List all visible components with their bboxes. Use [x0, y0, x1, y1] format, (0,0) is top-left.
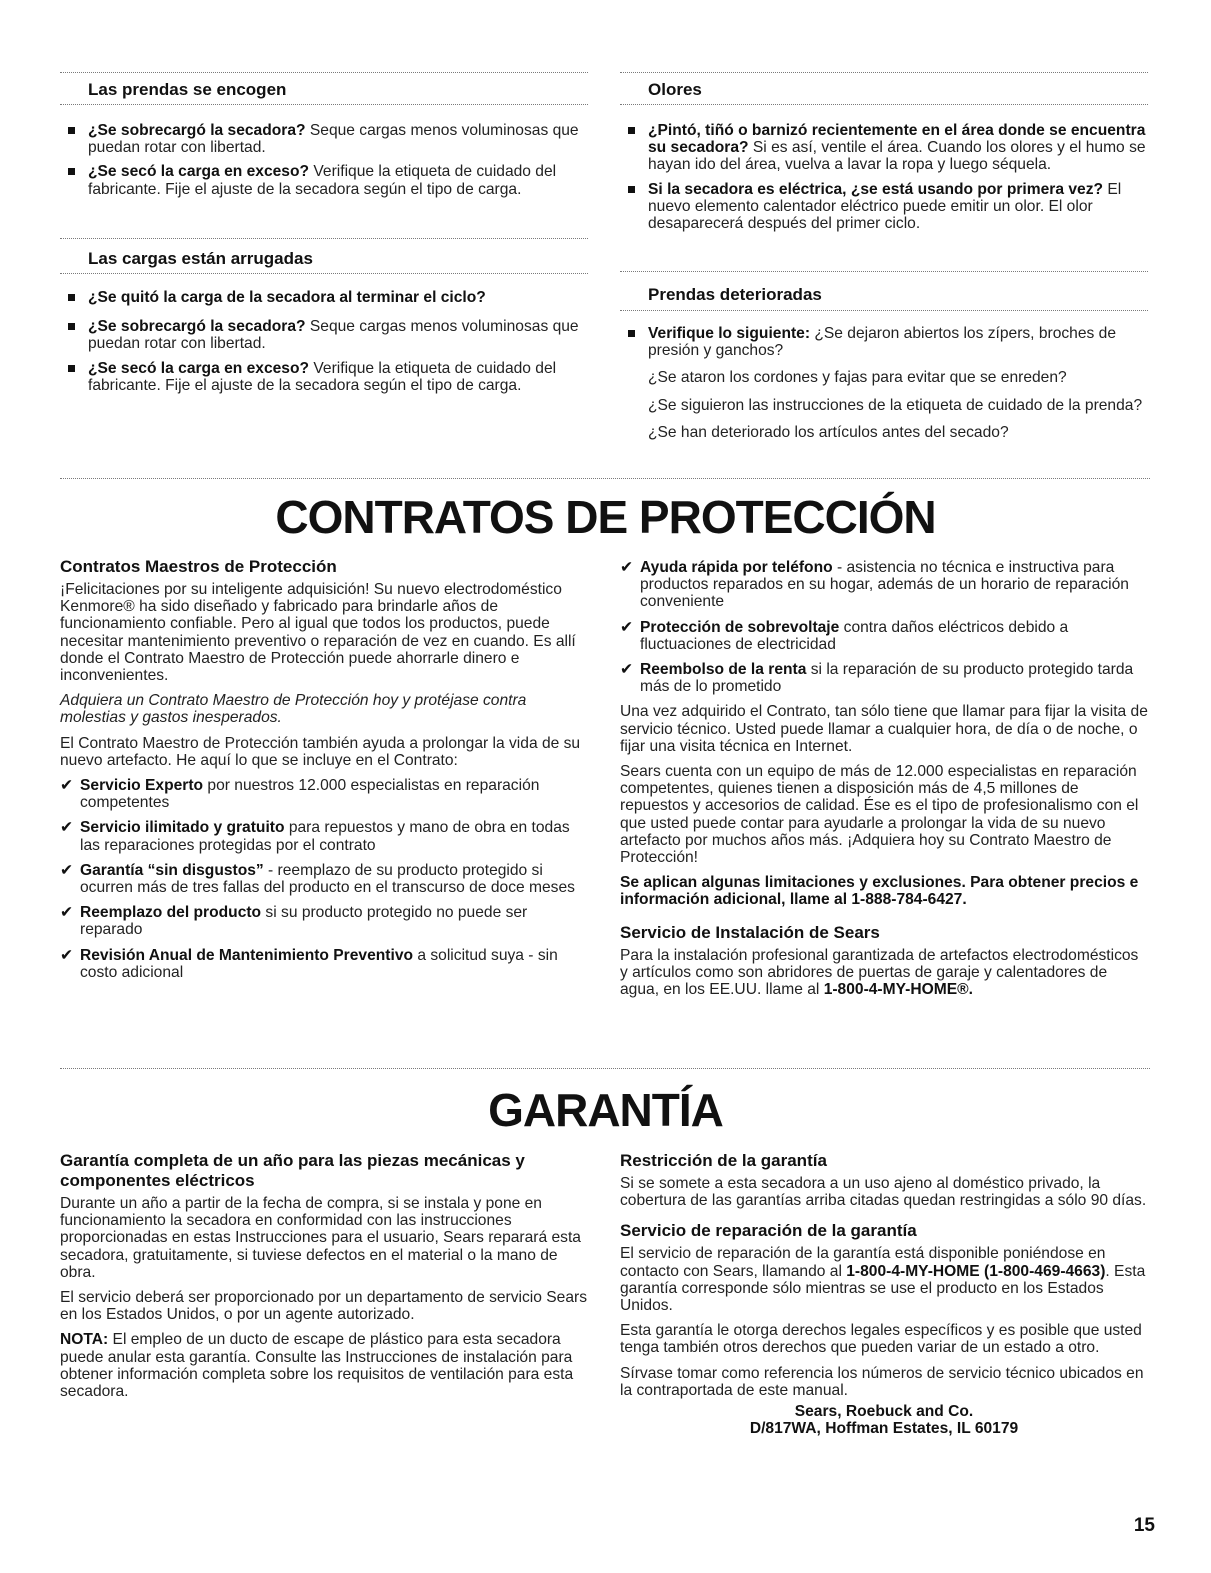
paragraph: Si se somete a esta secadora a un uso ajeno al doméstico privado, la cobertura de las garantías arriba citadas quedan restringidas a sólo 90 días.: [620, 1175, 1147, 1210]
list-item: ¿Se sobrecargó la secadora? Seque cargas menos voluminosas que puedan rotar con libertad.: [64, 122, 584, 156]
divider: [60, 72, 588, 73]
divider: [60, 1068, 1150, 1069]
list-item: ✔ Servicio Experto por nuestros 12.000 especialistas en reparación competentes: [60, 777, 540, 812]
list-item: ¿Se secó la carga en exceso? Verifique la etiqueta de cuidado del fabricante. Fije el ajuste de la secadora según el tipo de carga.: [64, 360, 584, 394]
section-heading-repair: Servicio de reparación de la garantía: [620, 1221, 917, 1241]
odors-list: [624, 122, 1146, 239]
paragraph: Sírvase tomar como referencia los números de servicio técnico ubicados en la contraportada de este manual.: [620, 1364, 1144, 1399]
warranty-right-column: [620, 1151, 1148, 1437]
list-item: ¿Pintó, tiñó o barnizó recientemente en el área donde se encuentra su secadora? Si es así, ventile el área. Cuando los olores y el humo se hayan ido del área, vuelva a lavar la ropa y luego séquela.: [624, 122, 1146, 174]
page-title-warranty: GARANTÍA: [488, 1084, 723, 1136]
divider: [60, 273, 588, 274]
bullet-icon: [68, 365, 75, 372]
list-item: ¿Se quitó la carga de la secadora al terminar el ciclo?: [64, 289, 584, 306]
divider: [620, 104, 1148, 105]
bullet-icon: [628, 186, 635, 193]
paragraph: Para la instalación profesional garantizada de artefactos electrodomésticos y artículos como son abridores de puertas de garaje y calentadores de agua, en los EE.UU. llame al 1-800-4-MY-HOME®.: [620, 946, 1139, 999]
paragraph: NOTA: El empleo de un ducto de escape de plástico para esta secadora puede anular esta garantía. Consulte las Instrucciones de instalación para obtener información completa sobre los requisitos de ventilación para esta secadora.: [60, 1331, 574, 1401]
list-item: ✔ Protección de sobrevoltaje contra daños eléctricos debido a fluctuaciones de electricidad: [620, 618, 1069, 653]
bullet-icon: [68, 323, 75, 330]
paragraph: El servicio de reparación de la garantía está disponible poniéndose en contacto con Sears, llamando al 1-800-4-MY-HOME (1-800-469-4663). Esta garantía corresponde sólo mientras se use el producto en los Estados Unidos.: [620, 1245, 1146, 1315]
section-heading-master: Contratos Maestros de Protección: [60, 557, 337, 576]
wrinkled-list: [64, 289, 584, 401]
list-item: ✔ Revisión Anual de Mantenimiento Preventivo a solicitud suya - sin costo adicional: [60, 946, 558, 981]
page-number: 15: [1133, 1515, 1155, 1536]
divider: [620, 310, 1148, 311]
list-item: ✔ Reemplazo del producto si su producto protegido no puede ser reparado: [60, 904, 528, 939]
divider: [620, 72, 1148, 73]
paragraph: Adquiera un Contrato Maestro de Protección hoy y protéjase contra molestias y gastos inesperados.: [60, 692, 527, 727]
paragraph: ¡Felicitaciones por su inteligente adquisición! Su nuevo electrodoméstico Kenmore® ha sido diseñado y fabricado para brindarle años de funcionamiento confiable. Pero al igual que todos los productos, puede necesitar mantenimiento preventivo o reparación de vez en cuando. Es allí donde el Contrato Maestro de Protección puede ahorrarle dinero e inconvenientes.: [60, 581, 576, 685]
check-icon: ✔: [60, 819, 74, 837]
divider: [620, 271, 1148, 272]
bullet-icon: [68, 294, 75, 301]
damaged-extra: ¿Se han deteriorado los artículos antes del secado?: [648, 423, 1009, 441]
section-heading-wrinkled: Las cargas están arrugadas: [88, 249, 313, 268]
paragraph-bold: Se aplican algunas limitaciones y exclusiones. Para obtener precios e información adicional, llame al 1-888-784-6427.: [620, 874, 1139, 909]
list-item: ✔ Servicio ilimitado y gratuito para repuestos y mano de obra en todas las reparaciones protegidas por el contrato: [60, 819, 570, 854]
contracts-right-column: [620, 559, 1148, 1006]
check-icon: ✔: [620, 618, 634, 636]
section-heading-install: Servicio de Instalación de Sears: [620, 922, 880, 942]
bullet-icon: [628, 127, 635, 134]
company-address: D/817WA, Hoffman Estates, IL 60179: [749, 1420, 1019, 1438]
list-item: Verifique lo siguiente: ¿Se dejaron abiertos los zípers, broches de presión y ganchos?: [624, 325, 1146, 359]
check-icon: ✔: [620, 559, 634, 576]
section-heading-full-warranty: Garantía completa de un año para las piezas mecánicas y componentes eléctricos: [60, 1151, 525, 1190]
paragraph: Una vez adquirido el Contrato, tan sólo tiene que llamar para fijar la visita de servicio técnico. Usted puede llamar a cualquier hora, de día o de noche, o fijar una visita técnica en Internet.: [620, 703, 1148, 755]
section-heading-restriction: Restricción de la garantía: [620, 1151, 827, 1170]
check-icon: ✔: [60, 904, 74, 922]
list-item: ✔ Reembolso de la renta si la reparación de su producto protegido tarda más de lo prometido: [620, 661, 1134, 696]
warranty-left-column: [60, 1151, 588, 1408]
damaged-list: [624, 325, 1146, 449]
divider: [60, 478, 1150, 479]
check-icon: ✔: [60, 946, 74, 964]
section-heading-damaged: Prendas deterioradas: [648, 285, 822, 304]
list-item: ✔ Ayuda rápida por teléfono - asistencia no técnica e instructiva para productos reparados en su hogar, además de un horario de reparación conveniente: [620, 559, 1129, 611]
check-icon: ✔: [60, 861, 74, 879]
bullet-icon: [68, 168, 75, 175]
divider: [60, 238, 588, 239]
shrink-list: [64, 122, 584, 205]
bullet-icon: [628, 330, 635, 337]
list-item: ✔ Garantía “sin disgustos” - reemplazo de su producto protegido si ocurren más de tres fallas del producto en el transcurso de doce meses: [60, 861, 575, 897]
damaged-extra: ¿Se ataron los cordones y fajas para evitar que se enreden?: [648, 369, 1067, 387]
list-item: Si la secadora es eléctrica, ¿se está usando por primera vez? El nuevo elemento calentador eléctrico puede emitir un olor. El olor desaparecerá después del primer ciclo.: [624, 181, 1146, 233]
list-item: ¿Se sobrecargó la secadora? Seque cargas menos voluminosas que puedan rotar con libertad.: [64, 318, 584, 352]
section-heading-shrink: Las prendas se encogen: [88, 80, 287, 99]
paragraph: El servicio deberá ser proporcionado por un departamento de servicio Sears en los Estados Unidos, o por un agente autorizado.: [60, 1289, 588, 1324]
check-icon: ✔: [620, 661, 634, 679]
damaged-extra: ¿Se siguieron las instrucciones de la etiqueta de cuidado de la prenda?: [648, 396, 1143, 414]
divider: [60, 104, 588, 105]
company-name: Sears, Roebuck and Co.: [794, 1403, 974, 1421]
contracts-left-column: [60, 557, 588, 989]
paragraph: Esta garantía le otorga derechos legales específicos y es posible que usted tenga también otros derechos que pueden variar de un estado a otro.: [620, 1322, 1142, 1357]
section-heading-odors: Olores: [648, 80, 702, 99]
list-item: ¿Se secó la carga en exceso? Verifique la etiqueta de cuidado del fabricante. Fije el ajuste de la secadora según el tipo de carga.: [64, 163, 584, 197]
paragraph: El Contrato Maestro de Protección también ayuda a prolongar la vida de su nuevo artefacto. He aquí lo que se incluye en el Contrato:: [60, 734, 581, 769]
page-title-contracts: CONTRATOS DE PROTECCIÓN: [275, 491, 936, 543]
paragraph: Durante un año a partir de la fecha de compra, si se instala y pone en funcionamiento la secadora en conformidad con las instrucciones proporcionadas en estas Instrucciones para el usuario, Sears reparará esta secadora, gratuitamente, si tuviese defectos en el material o la mano de obra.: [60, 1195, 581, 1281]
paragraph: Sears cuenta con un equipo de más de 12.000 especialistas en reparación competentes, quienes tienen a disposición más de 4,5 millones de repuestos y accesorios de calidad. Ése es el tipo de profesionalismo con el que usted puede contar para ayudarle a prolongar la vida de su nuevo artefacto por muchos años más. ¡Adquiera hoy su Contrato Maestro de Protección!: [620, 763, 1139, 867]
check-icon: ✔: [60, 777, 74, 795]
bullet-icon: [68, 127, 75, 134]
